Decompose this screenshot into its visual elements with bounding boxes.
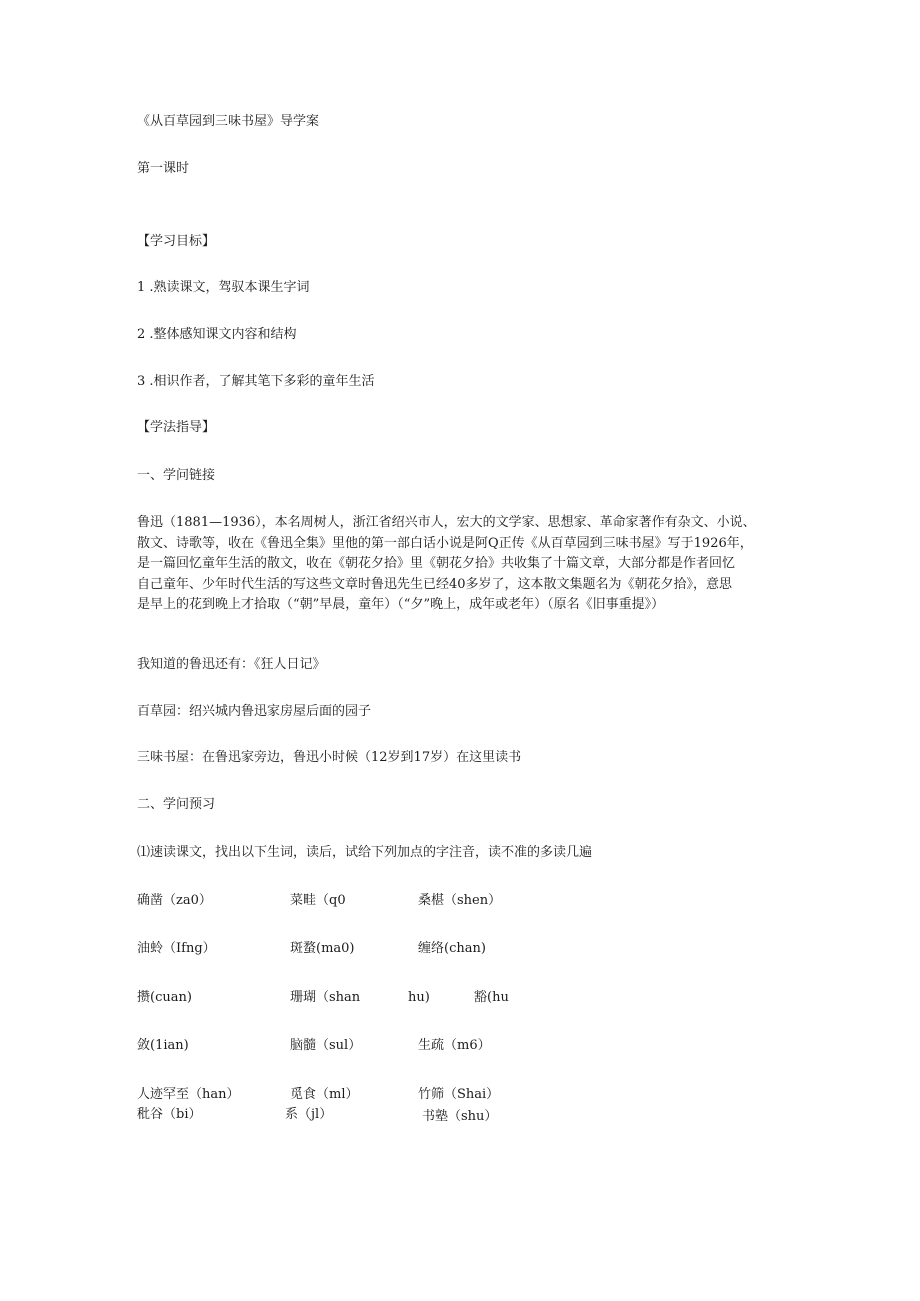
vocab-item: 敛(1ian) — [137, 1038, 189, 1053]
section-title: 一、学问链接 — [137, 468, 216, 483]
paragraph-line: 鲁迅（1881—1936），本名周树人，浙江省绍兴市人，宏大的文学家、思想家、革命家著作有杂文、小说、 — [137, 515, 756, 530]
known-works: 我知道的鲁迅还有：《狂人日记》 — [137, 657, 326, 672]
vocab-item: 确凿（za0） — [137, 893, 212, 908]
paragraph-line: 散文、诗歌等，收在《鲁迅全集》里他的第一部白话小说是阿Q正传《从百草园到三味书屋》写于1926年， — [137, 535, 753, 551]
author-intro-paragraph — [137, 513, 797, 616]
method-heading: 【学法指导】 — [137, 420, 216, 435]
preview-instruction: ⑴速读课文，找出以下生词，读后，试给下列加点的字注音，读不准的多读几遍 — [137, 845, 593, 860]
vocab-item: 竹筛（Shai） — [418, 1087, 500, 1102]
vocab-item: 觅食（ml） — [290, 1087, 359, 1102]
sanweishuwu-note: 三味书屋：在鲁迅家旁边，鲁迅小时候（12岁到17岁）在这里读书 — [137, 750, 522, 765]
section-title: 二、学问预习 — [137, 797, 216, 812]
vocab-item: 人迹罕至（han） — [137, 1087, 240, 1102]
lesson-label: 第一课时 — [137, 161, 190, 176]
vocab-item: 书塾（shu） — [422, 1109, 498, 1124]
objective-item: 2 .整体感知课文内容和结构 — [137, 327, 297, 342]
vocab-item: hu) — [408, 990, 430, 1005]
vocab-item: 斑蝥(ma0) — [290, 941, 355, 956]
baicaoyuan-note: 百草园：绍兴城内鲁迅家房屋后面的园子 — [137, 704, 372, 719]
vocab-item: 菜畦（q0 — [290, 893, 346, 908]
objective-item: 3 .相识作者，了解其笔下多彩的童年生活 — [137, 374, 375, 389]
vocab-item: 豁(hu — [474, 990, 509, 1005]
vocab-item: 油蛉（Ifng） — [137, 941, 216, 956]
paragraph-line: 是一篇回忆童年生活的散文，收在《朝花夕拾》里《朝花夕拾》共收集了十篇文章，大部分都是作者回忆 — [137, 556, 736, 571]
objective-item: 1 .熟读课文，驾驭本课生字词 — [137, 280, 310, 295]
paragraph-line: 自己童年、少年时代生活的写这些文章时鲁迅先生已经40多岁了，这本散文集题名为《朝花夕拾》，意思 — [137, 576, 733, 592]
document-title: 《从百草园到三味书屋》导学案 — [137, 114, 320, 129]
objectives-heading: 【学习目标】 — [137, 234, 216, 249]
paragraph-line: 是早上的花到晚上才拾取（“朝”早晨，童年）（“夕”晚上，成年或老年）（原名《旧事重提》） — [137, 597, 665, 612]
vocab-item: 缠络(chan) — [418, 941, 486, 956]
vocab-item: 桑椹（shen） — [418, 893, 502, 908]
vocab-item: 秕谷（bi） — [137, 1107, 202, 1122]
vocab-item: 攒(cuan) — [137, 990, 192, 1005]
vocab-item: 脑髓（sul） — [290, 1038, 362, 1053]
vocab-item: 系（jl） — [285, 1107, 333, 1122]
vocab-item: 生疏（m6） — [418, 1038, 491, 1053]
vocab-item: 珊瑚（shan — [290, 990, 361, 1005]
